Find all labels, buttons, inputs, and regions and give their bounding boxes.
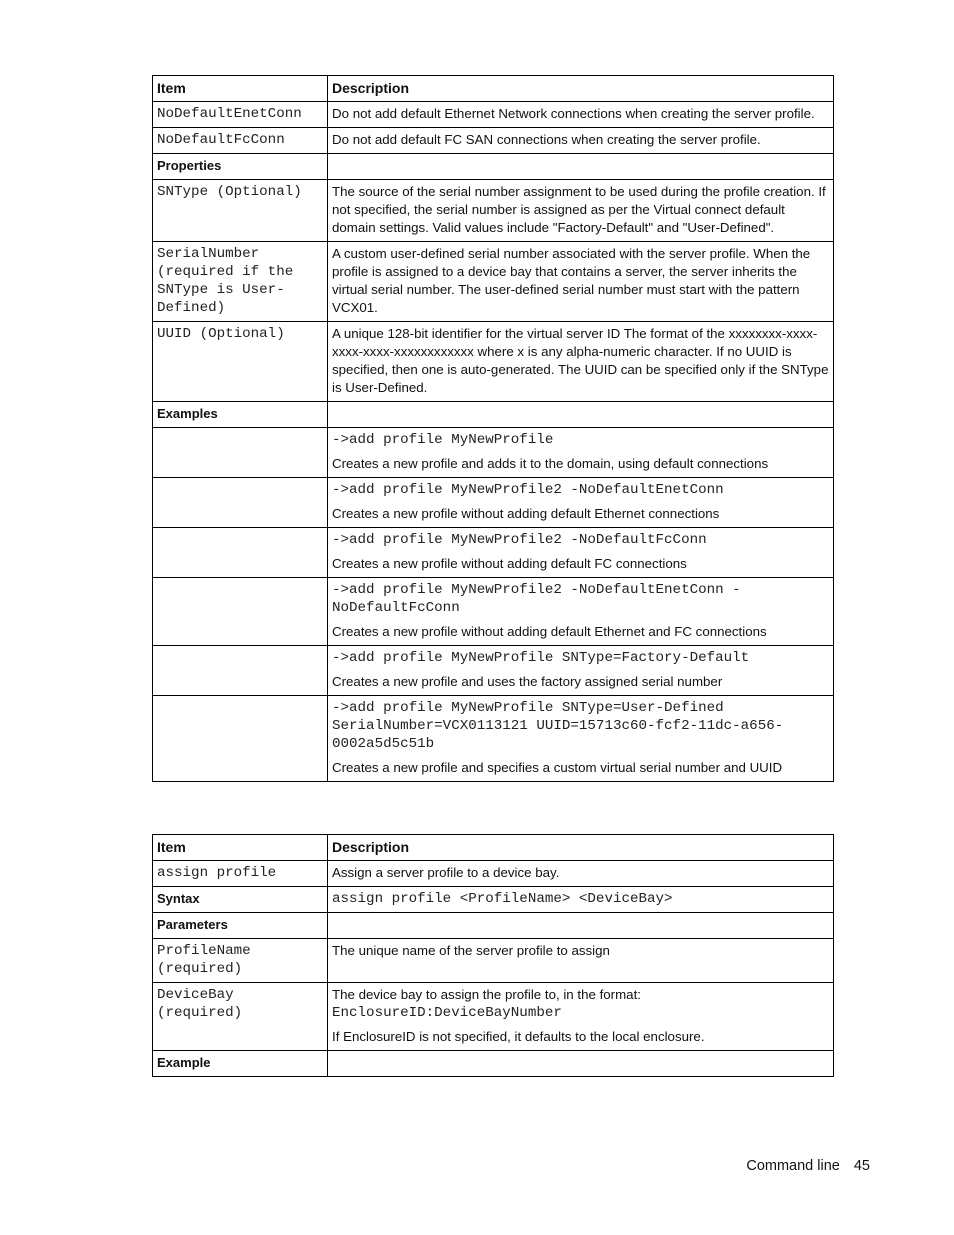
- empty-cell: [153, 696, 328, 782]
- syntax-row: [153, 887, 834, 913]
- section-label: Properties: [153, 154, 328, 180]
- example-cell: [328, 578, 834, 646]
- section-row-example: [153, 1051, 834, 1077]
- example-description: Creates a new profile without adding default Ethernet connections: [332, 506, 720, 521]
- example-command: ->add profile MyNewProfile2 -NoDefaultEnetConn -NoDefaultFcConn: [332, 582, 741, 616]
- empty-cell: [328, 154, 834, 180]
- example-description: Creates a new profile and uses the factory assigned serial number: [332, 674, 723, 689]
- parameter-name: ProfileName (required): [153, 939, 328, 983]
- table-row: [153, 939, 834, 983]
- option-description: Do not add default FC SAN connections when creating the server profile.: [328, 128, 834, 154]
- example-command: ->add profile MyNewProfile2 -NoDefaultEnetConn: [332, 482, 724, 498]
- property-name: UUID (Optional): [153, 322, 328, 402]
- header-description: Description: [328, 835, 834, 861]
- table-row: [153, 128, 834, 154]
- table-row: [153, 102, 834, 128]
- section-row-examples: [153, 402, 834, 428]
- example-row: [153, 428, 834, 478]
- example-command: ->add profile MyNewProfile2 -NoDefaultFcConn: [332, 532, 707, 548]
- example-row: [153, 528, 834, 578]
- option-name: NoDefaultFcConn: [153, 128, 328, 154]
- empty-cell: [153, 646, 328, 696]
- empty-cell: [328, 1051, 834, 1077]
- empty-cell: [153, 478, 328, 528]
- example-command: ->add profile MyNewProfile SNType=User-Defined SerialNumber=VCX0113121 UUID=15713c60-fcf2-11dc-a656-0002a5d5c51b: [332, 700, 784, 752]
- header-item: Item: [153, 76, 328, 102]
- example-description: Creates a new profile without adding default FC connections: [332, 556, 687, 571]
- empty-cell: [153, 528, 328, 578]
- example-cell: [328, 696, 834, 782]
- example-description: Creates a new profile and adds it to the domain, using default connections: [332, 456, 769, 471]
- section-row-parameters: [153, 913, 834, 939]
- empty-cell: [153, 578, 328, 646]
- empty-cell: [328, 913, 834, 939]
- example-row: [153, 696, 834, 782]
- example-cell: [328, 428, 834, 478]
- empty-cell: [153, 428, 328, 478]
- command-table-add-profile: [152, 75, 834, 782]
- parameter-name: DeviceBay (required): [153, 983, 328, 1051]
- table-row: [153, 180, 834, 242]
- page-footer: [746, 1158, 870, 1174]
- empty-cell: [328, 402, 834, 428]
- property-name: SNType (Optional): [153, 180, 328, 242]
- parameter-description: [328, 983, 834, 1051]
- table-row: [153, 983, 834, 1051]
- table-row: [153, 242, 834, 322]
- table-row: [153, 322, 834, 402]
- description-text: The device bay to assign the profile to, in the format:: [332, 987, 641, 1002]
- command-description: Assign a server profile to a device bay.: [328, 861, 834, 887]
- section-row-properties: [153, 154, 834, 180]
- header-description: Description: [328, 76, 834, 102]
- example-command: ->add profile MyNewProfile SNType=Factory-Default: [332, 650, 750, 666]
- footer-section-title: Command line: [746, 1158, 840, 1174]
- section-label: Example: [153, 1051, 328, 1077]
- example-description: Creates a new profile without adding default Ethernet and FC connections: [332, 624, 767, 639]
- section-label: Parameters: [153, 913, 328, 939]
- section-label: Examples: [153, 402, 328, 428]
- header-item: Item: [153, 835, 328, 861]
- parameter-description: The unique name of the server profile to assign: [328, 939, 834, 983]
- example-row: [153, 478, 834, 528]
- example-cell: [328, 528, 834, 578]
- example-cell: [328, 478, 834, 528]
- example-row: [153, 578, 834, 646]
- property-description: A custom user-defined serial number associated with the server profile. When the profile is assigned to a device bay that contains a server, the server inherits the virtual serial number. The user-defined serial number must start with the pattern VCX01.: [328, 242, 834, 322]
- option-description: Do not add default Ethernet Network connections when creating the server profile.: [328, 102, 834, 128]
- format-code: EnclosureID:DeviceBayNumber: [332, 1005, 562, 1021]
- page-number: 45: [853, 1158, 870, 1174]
- table-header-row: [153, 835, 834, 861]
- property-description: The source of the serial number assignment to be used during the profile creation. If not specified, the serial number is assigned as per the Virtual connect default domain settings. Valid values include "Factory-Default" and "User-Defined".: [328, 180, 834, 242]
- table-header-row: [153, 76, 834, 102]
- example-row: [153, 646, 834, 696]
- example-command: ->add profile MyNewProfile: [332, 432, 554, 448]
- example-description: Creates a new profile and specifies a custom virtual serial number and UUID: [332, 760, 783, 775]
- syntax-value: assign profile <ProfileName> <DeviceBay>: [328, 887, 834, 913]
- command-name: assign profile: [153, 861, 328, 887]
- example-cell: [328, 646, 834, 696]
- property-description: A unique 128-bit identifier for the virtual server ID The format of the xxxxxxxx-xxxx-xxxx-xxxx-xxxxxxxxxxxx where x is any alpha-numeric character. If no UUID is specified, then one is auto-generated. The UUID can be specified only if the SNType is User-Defined.: [328, 322, 834, 402]
- option-name: NoDefaultEnetConn: [153, 102, 328, 128]
- description-text: If EnclosureID is not specified, it defaults to the local enclosure.: [332, 1029, 705, 1044]
- table-row: [153, 861, 834, 887]
- property-name: SerialNumber (required if the SNType is User-Defined): [153, 242, 328, 322]
- section-label: Syntax: [153, 887, 328, 913]
- command-table-assign-profile: [152, 834, 834, 1077]
